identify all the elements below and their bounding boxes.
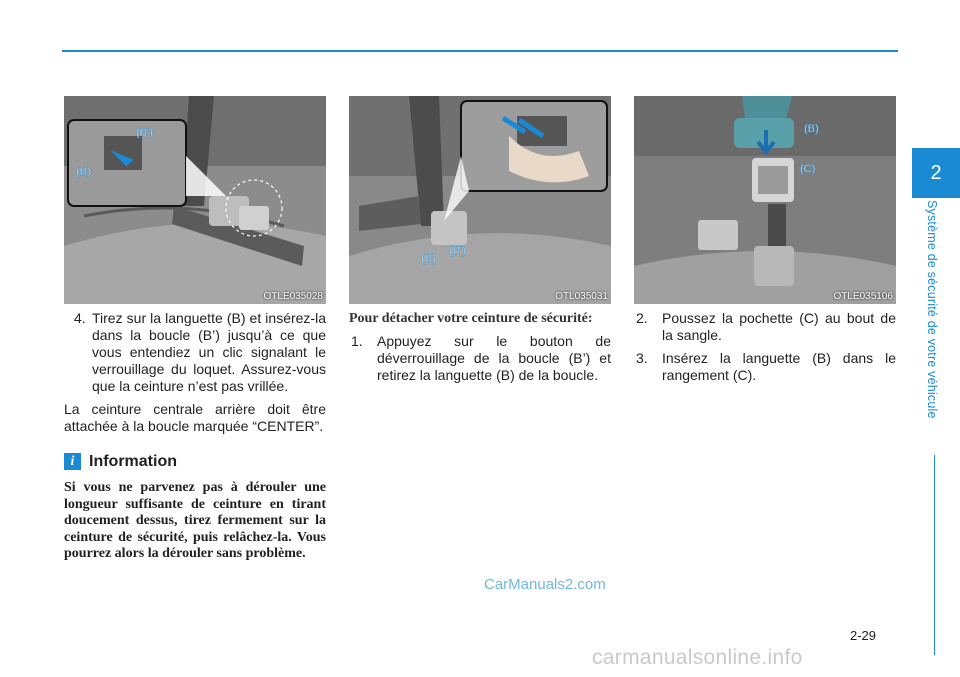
- step-text: Poussez la pochette (C) au bout de la sangle.: [662, 310, 896, 343]
- step-text: Insérez la languette (B) dans le rangement (C).: [662, 350, 896, 383]
- photo1-label-b-prime: (B'): [136, 127, 153, 139]
- step-text: Appuyez sur le bouton de déverrouillage de la boucle (B’) et retirez la languette (B) de la boucle.: [377, 333, 611, 383]
- side-rule: [934, 455, 935, 655]
- page-number: 2-29: [850, 628, 877, 643]
- information-title: Information: [89, 453, 177, 470]
- column-left: [64, 310, 326, 563]
- photo3-label-b: (B): [804, 123, 819, 135]
- column-middle: [349, 310, 611, 390]
- step-1: [349, 333, 611, 384]
- information-body: Si vous ne parvenez pas à dérouler une longueur suffisante de ceinture en tirant doucement dessus, tirez fermement sur la ceinture de sécurité, puis relâchez-la. Vous pourrez alors la dérouler sans problème.: [64, 480, 326, 561]
- photo1-code: OTLE035028: [263, 291, 323, 302]
- chapter-title: Système de sécurité de votre véhicule: [925, 200, 939, 419]
- step-3: [634, 350, 896, 384]
- photo2-label-b-prime: (B'): [449, 245, 466, 257]
- step-number: 4.: [74, 310, 86, 326]
- step-number: 1.: [351, 333, 363, 349]
- release-subheading: Pour détacher votre ceinture de sécurité:: [349, 311, 593, 326]
- chapter-tab: [912, 148, 960, 198]
- watermark-link[interactable]: CarManuals2.com: [484, 576, 606, 593]
- photo3-code: OTLE035106: [833, 291, 893, 302]
- information-heading: [64, 453, 326, 470]
- step-text: Tirez sur la languette (B) et insérez-la dans la boucle (B’) jusqu’à ce que vous entendiez un clic signalant le verrouillage du loquet. Assurez-vous que la ceinture n’est pas vrillée.: [92, 310, 326, 394]
- step-4: [64, 310, 326, 395]
- photo2-code: OTL035031: [555, 291, 608, 302]
- photo-buckle-release: [349, 96, 611, 304]
- side-title: [922, 200, 942, 450]
- header-rule: [62, 50, 898, 52]
- photo3-label-c: (C): [800, 163, 816, 175]
- photo1-label-b: (B): [76, 166, 91, 178]
- step-number: 2.: [636, 310, 648, 326]
- center-buckle-note: La ceinture centrale arrière doit être attachée à la boucle marquée “CENTER”.: [64, 401, 326, 434]
- column-right: [634, 310, 896, 390]
- step-number: 3.: [636, 350, 648, 366]
- chapter-number: 2: [930, 161, 942, 184]
- photo2-label-b: (B): [421, 253, 436, 265]
- photo-tongue-storage: [634, 96, 896, 304]
- footer-site: carmanualsonline.info: [592, 646, 803, 669]
- info-icon: i: [64, 453, 81, 470]
- step-2: [634, 310, 896, 344]
- photo-buckle-insert: [64, 96, 326, 304]
